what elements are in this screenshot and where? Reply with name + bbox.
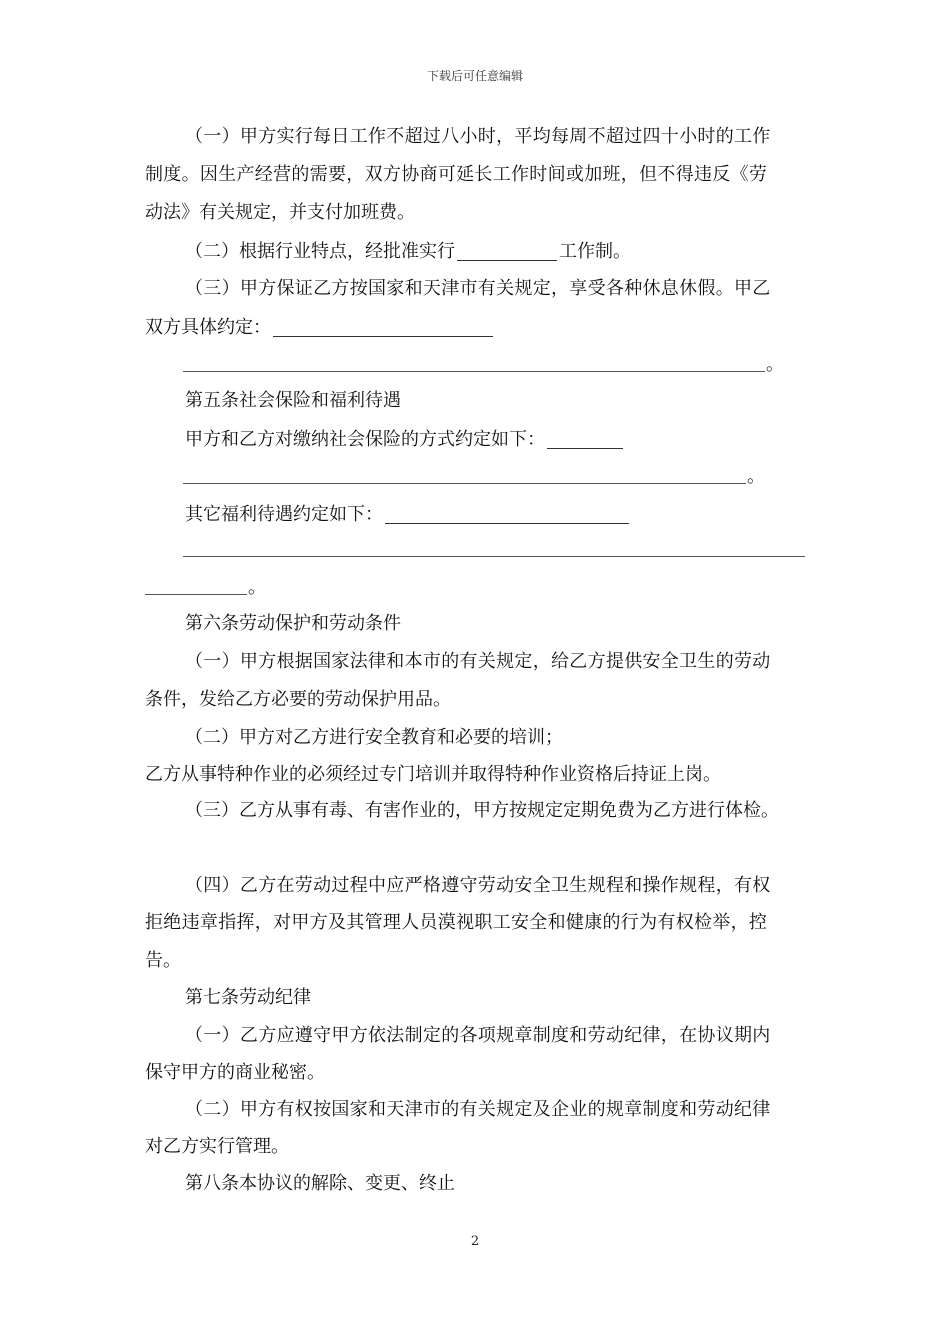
- paragraph-line: （二）甲方对乙方进行安全教育和必要的培训；: [185, 727, 563, 748]
- paragraph-line: （一）甲方实行每日工作不超过八小时，平均每周不超过四十小时的工作: [185, 126, 771, 147]
- paragraph-line-with-blank: [185, 505, 631, 524]
- paragraph-line-with-blank: [145, 318, 495, 337]
- line-end-punct: 。: [766, 354, 784, 375]
- paragraph-line: 动法》有关规定，并支付加班费。: [145, 202, 415, 223]
- section-title: 第八条本协议的解除、变更、终止: [185, 1173, 455, 1194]
- paragraph-line: 乙方从事特种作业的必须经过专门培训并取得特种作业资格后持证上岗。: [145, 764, 721, 785]
- line-end-punct: 。: [248, 577, 266, 598]
- paragraph-line: 制度。因生产经营的需要，双方协商可延长工作时间或加班，但不得违反《劳: [145, 164, 768, 185]
- paragraph-line: 对乙方实行管理。: [145, 1136, 289, 1157]
- paragraph-line-with-blank: [185, 242, 631, 261]
- paragraph-line: 保守甲方的商业秘密。: [145, 1062, 325, 1083]
- paragraph-line: （三）甲方保证乙方按国家和天津市有关规定，享受各种休息休假。甲乙: [185, 278, 771, 299]
- line-text: 工作制。: [559, 241, 631, 262]
- fill-blank-line: [457, 242, 557, 261]
- fill-blank-line: [183, 371, 765, 372]
- paragraph-line: 告。: [145, 950, 181, 971]
- paragraph-line: 拒绝违章指挥，对甲方及其管理人员漠视职工安全和健康的行为有权检举，控: [145, 912, 768, 933]
- line-text: 甲方和乙方对缴纳社会保险的方式约定如下：: [185, 429, 545, 450]
- section-title: 第五条社会保险和福利待遇: [185, 390, 401, 411]
- section-title: 第七条劳动纪律: [185, 987, 311, 1008]
- fill-blank-line: [145, 594, 247, 595]
- paragraph-line: 条件，发给乙方必要的劳动保护用品。: [145, 689, 451, 710]
- fill-blank-line: [273, 318, 493, 337]
- paragraph-line: （一）甲方根据国家法律和本市的有关规定，给乙方提供安全卫生的劳动: [185, 651, 771, 672]
- paragraph-line-with-blank: [185, 430, 625, 449]
- fill-blank-line: [183, 483, 746, 484]
- fill-blank-line: [547, 430, 623, 449]
- page-header: 下载后可任意编辑: [426, 69, 523, 83]
- fill-blank-line: [183, 556, 805, 557]
- fill-blank-line: [385, 505, 629, 524]
- paragraph-line: （三）乙方从事有毒、有害作业的，甲方按规定定期免费为乙方进行体检。: [185, 800, 779, 821]
- line-text: （二）根据行业特点，经批准实行: [185, 241, 455, 262]
- paragraph-line: （四）乙方在劳动过程中应严格遵守劳动安全卫生规程和操作规程，有权: [185, 875, 771, 896]
- line-end-punct: 。: [747, 466, 765, 487]
- section-title: 第六条劳动保护和劳动条件: [185, 613, 401, 634]
- paragraph-line: （二）甲方有权按国家和天津市的有关规定及企业的规章制度和劳动纪律: [185, 1099, 771, 1120]
- page-number: 2: [470, 1234, 480, 1249]
- line-text: 双方具体约定：: [145, 317, 271, 338]
- paragraph-line: （一）乙方应遵守甲方依法制定的各项规章制度和劳动纪律，在协议期内: [185, 1025, 771, 1046]
- line-text: 其它福利待遇约定如下：: [185, 504, 383, 525]
